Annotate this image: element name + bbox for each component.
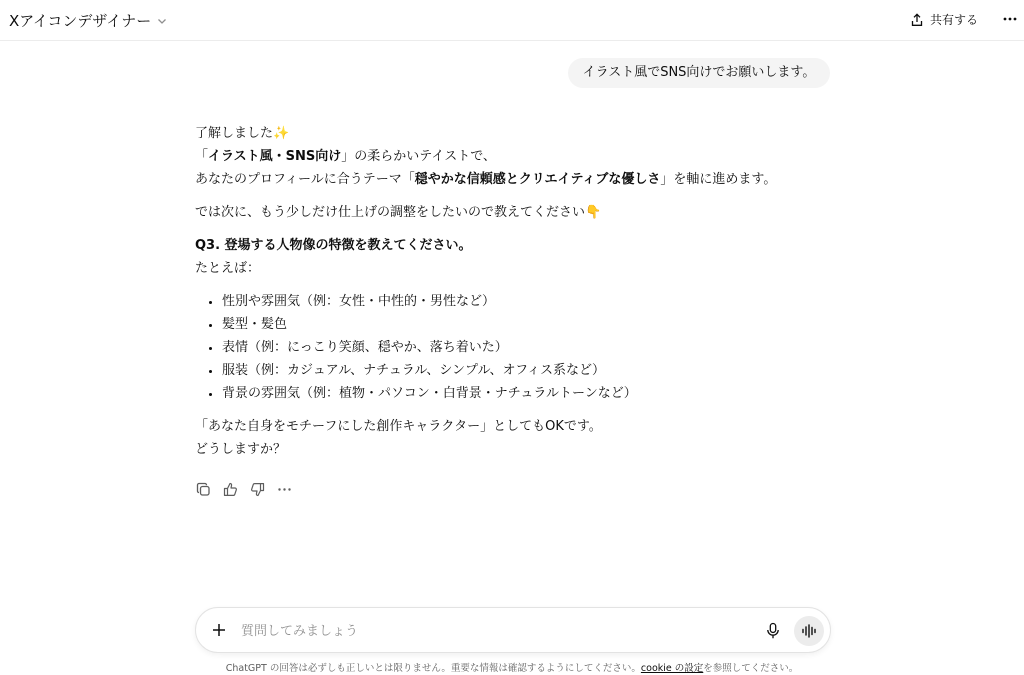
list-item: • 表情（例：にっこり笑顔、穏やか、落ち着いた） — [222, 336, 835, 359]
message-input[interactable] — [239, 619, 723, 643]
disclaimer: ChatGPT の回答は必ずしも正しいとは限りません。重要な情報は確認するようにしてください。cookie の設定を参照してください。 — [225, 663, 799, 674]
closing-line: どうしますか？ — [195, 442, 287, 457]
message-actions — [195, 481, 293, 498]
model-selector[interactable] — [9, 10, 167, 31]
example-intro: たとえば： — [195, 261, 261, 276]
list-item: • 服装（例：カジュアル、ナチュラル、シンプル、オフィス系など） — [222, 359, 835, 382]
list-item: • 性別や雰囲気（例：女性・中性的・男性など） — [222, 290, 835, 313]
list-item: • 髪型・髪色 — [222, 313, 835, 336]
question-heading: Q3. 登場する人物像の特徴を教えてください。 — [195, 238, 472, 253]
share-icon — [910, 13, 924, 27]
audio-waveform-icon — [801, 623, 817, 639]
list-item: • 背景の雰囲気（例：植物・パソコン・白背景・ナチュラルトーンなど） — [222, 382, 835, 405]
user-message-bubble: イラスト風でSNS向けでお願いします。 — [568, 58, 830, 88]
app-title: Xアイコンデザイナー — [9, 12, 152, 30]
closing-line: 「あなた自身をモチーフにした創作キャラクター」としてもOKです。 — [195, 419, 602, 434]
thumbs-up-icon — [223, 482, 238, 497]
assistant-line: では次に、もう少しだけ仕上げの調整をしたいので教えてください👇 — [195, 205, 602, 220]
assistant-message — [195, 122, 835, 461]
sparkles-emoji: ✨ — [273, 126, 290, 141]
cookie-settings-link[interactable]: cookie の設定 — [640, 663, 704, 674]
share-button[interactable] — [910, 11, 978, 28]
microphone-icon[interactable] — [765, 622, 781, 640]
assistant-line: あなたのプロフィールに合うテーマ「穏やかな信頼感とクリエイティブな優しさ」を軸に進めます。 — [195, 172, 777, 187]
assistant-line: 了解しました✨ — [195, 126, 290, 141]
top-bar — [0, 0, 1024, 41]
more-dots-icon — [277, 482, 292, 497]
pointing-down-emoji: 👇 — [585, 205, 602, 220]
example-list — [195, 290, 835, 405]
good-response-button[interactable] — [222, 481, 239, 498]
more-options-icon[interactable] — [1002, 10, 1018, 28]
voice-mode-button[interactable] — [794, 616, 824, 646]
composer — [195, 607, 831, 653]
plus-icon[interactable] — [210, 621, 228, 639]
thumbs-down-icon — [250, 482, 265, 497]
copy-icon — [196, 482, 211, 497]
more-actions-button[interactable] — [276, 481, 293, 498]
copy-button[interactable] — [195, 481, 212, 498]
chevron-down-icon — [157, 16, 167, 26]
bad-response-button[interactable] — [249, 481, 266, 498]
assistant-line: 「イラスト風・SNS向け」の柔らかいテイストで、 — [195, 149, 496, 164]
share-label: 共有する — [930, 13, 979, 27]
